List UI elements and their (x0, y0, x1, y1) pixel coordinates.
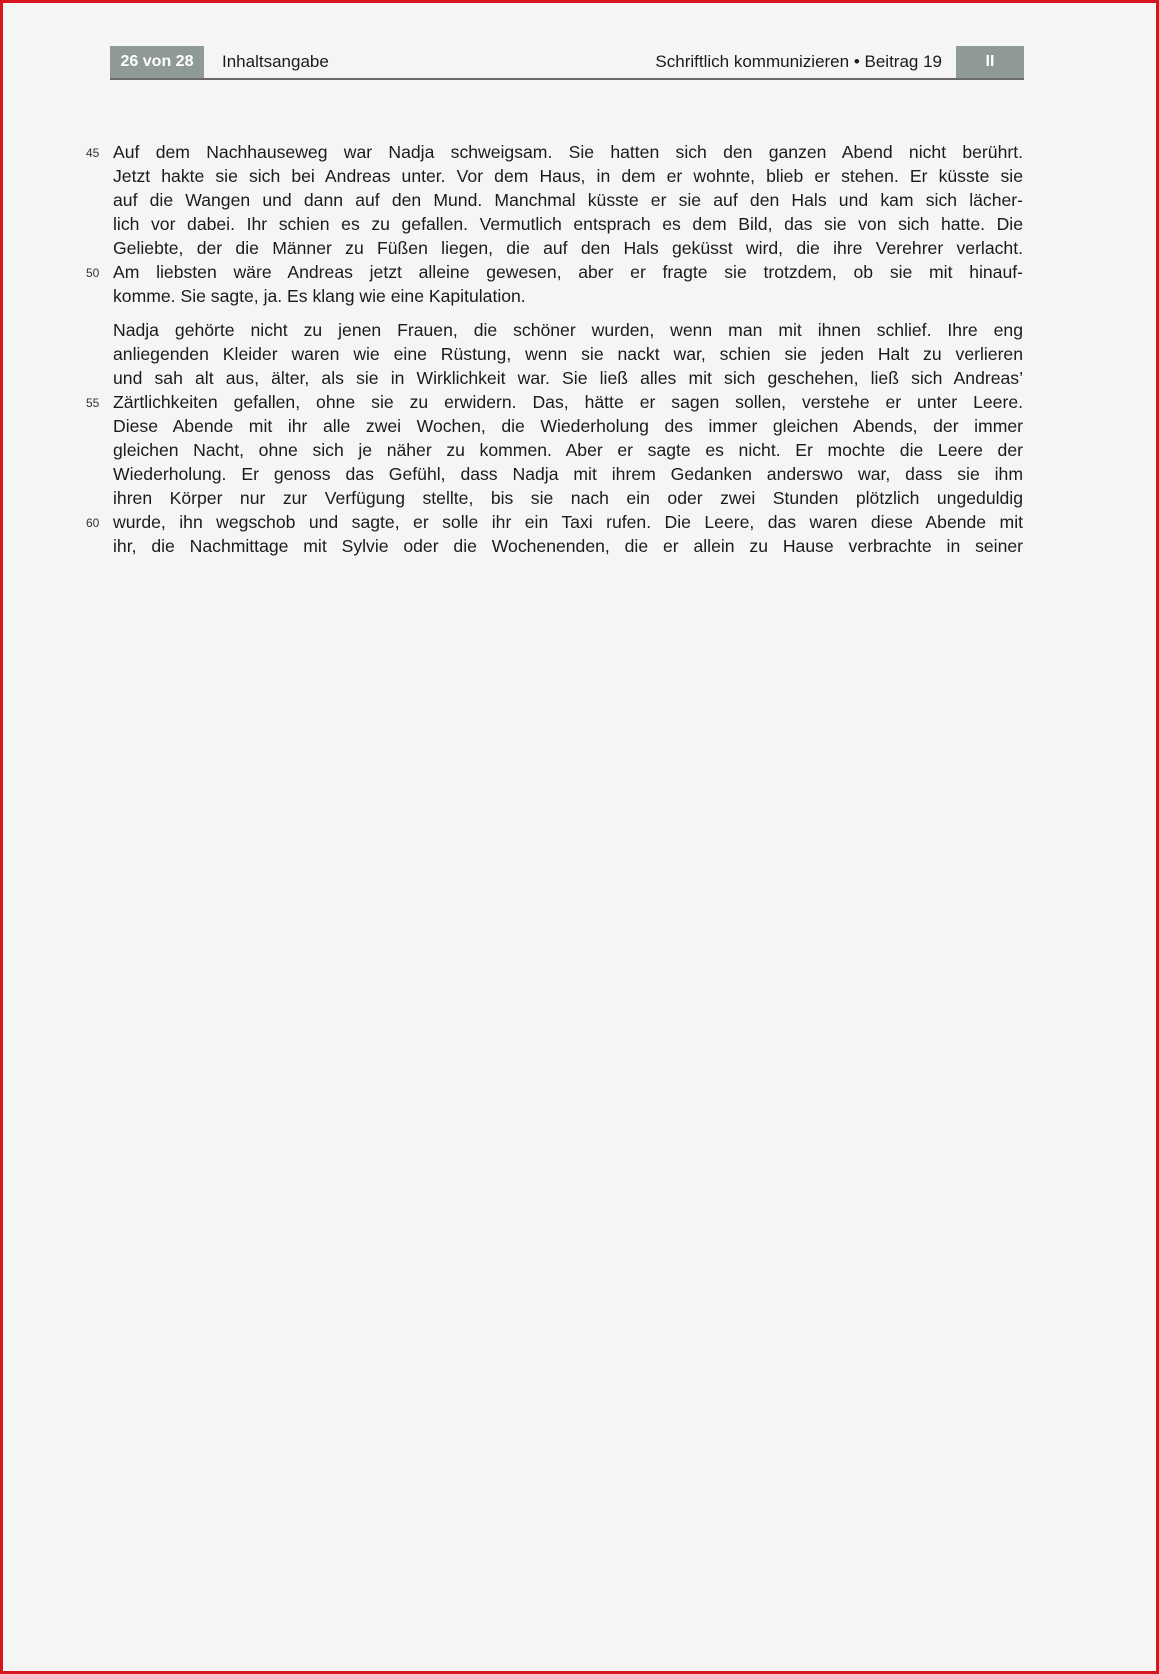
line-text: ihren Körper nur zur Verfügung stellte, bis sie nach ein oder zwei Stunden plötzlich ungeduldig (113, 488, 1023, 508)
text-line (113, 236, 1023, 260)
line-text: lich vor dabei. Ihr schien es zu gefallen. Vermutlich entsprach es dem Bild, das sie von sich hatte. Die (113, 214, 1023, 234)
blurred-continuation (113, 568, 1023, 664)
text-line (113, 462, 1023, 486)
line-text: gleichen Nacht, ohne sich je näher zu kommen. Aber er sagte es nicht. Er mochte die Leere der (113, 440, 1023, 460)
line-text: wurde, ihn wegschob und sagte, er solle ihr ein Taxi rufen. Die Leere, das waren diese Abende mit (113, 512, 1023, 532)
topic-label: Schriftlich kommunizieren • Beitrag 19 (655, 52, 942, 71)
line-text: Nadja gehörte nicht zu jenen Frauen, die schöner wurden, wenn man mit ihnen schlief. Ihre eng (113, 320, 1023, 340)
paragraph (86, 318, 1023, 558)
text-line (113, 486, 1023, 510)
text-line (113, 164, 1023, 188)
text-line (113, 414, 1023, 438)
line-text: Jetzt hakte sie sich bei Andreas unter. Vor dem Haus, in dem er wohnte, blieb er stehen. Er küsste sie (113, 166, 1023, 186)
line-text: auf die Wangen und dann auf den Mund. Manchmal küsste er sie auf den Hals und kam sich lächer- (113, 190, 1023, 210)
text-line (86, 510, 1023, 534)
line-text: Wiederholung. Er genoss das Gefühl, dass Nadja mit ihrem Gedanken anderswo war, dass sie ihm (113, 464, 1023, 484)
line-number: 60 (86, 516, 100, 530)
line-text: und sah alt aus, älter, als sie in Wirklichkeit war. Sie ließ alles mit sich geschehen, ließ sich Andreas’ (113, 368, 1023, 388)
text-line (86, 140, 1023, 164)
text-line (113, 188, 1023, 212)
text-line (113, 438, 1023, 462)
line-text: Auf dem Nachhauseweg war Nadja schweigsam. Sie hatten sich den ganzen Abend nicht berührt. (113, 142, 1023, 162)
text-line (113, 284, 1023, 308)
line-text: Zärtlichkeiten gefallen, ohne sie zu erwidern. Das, hätte er sagen sollen, verstehe er unter Leere. (113, 392, 1023, 412)
line-text: Diese Abende mit ihr alle zwei Wochen, die Wiederholung des immer gleichen Abends, der immer (113, 416, 1023, 436)
line-number: 50 (86, 266, 100, 280)
line-text: ihr, die Nachmittage mit Sylvie oder die Wochenenden, die er allein zu Hause verbrachte in seiner (113, 536, 1023, 556)
text-line (113, 342, 1023, 366)
line-text: komme. Sie sagte, ja. Es klang wie eine Kapitulation. (113, 286, 526, 306)
line-text: anliegenden Kleider waren wie eine Rüstung, wenn sie nackt war, schien sie jeden Halt zu verlieren (113, 344, 1023, 364)
text-line (113, 366, 1023, 390)
text-line (86, 260, 1023, 284)
paragraph (86, 140, 1023, 308)
text-line (86, 390, 1023, 414)
text-line (113, 318, 1023, 342)
line-text: Am liebsten wäre Andreas jetzt alleine gewesen, aber er fragte sie trotzdem, ob sie mit hinauf- (113, 262, 1023, 282)
text-body (86, 140, 1023, 664)
line-text: Geliebte, der die Männer zu Füßen liegen, die auf den Hals geküsst wird, die ihre Verehrer verlacht. (113, 238, 1023, 258)
line-number: 55 (86, 396, 100, 410)
section-title: Inhaltsangabe (222, 52, 329, 71)
level-badge: II (956, 46, 1024, 78)
page-indicator-badge: 26 von 28 (110, 46, 204, 78)
text-line (113, 212, 1023, 236)
text-line (113, 534, 1023, 558)
page-header (110, 46, 1024, 80)
line-number: 45 (86, 146, 100, 160)
